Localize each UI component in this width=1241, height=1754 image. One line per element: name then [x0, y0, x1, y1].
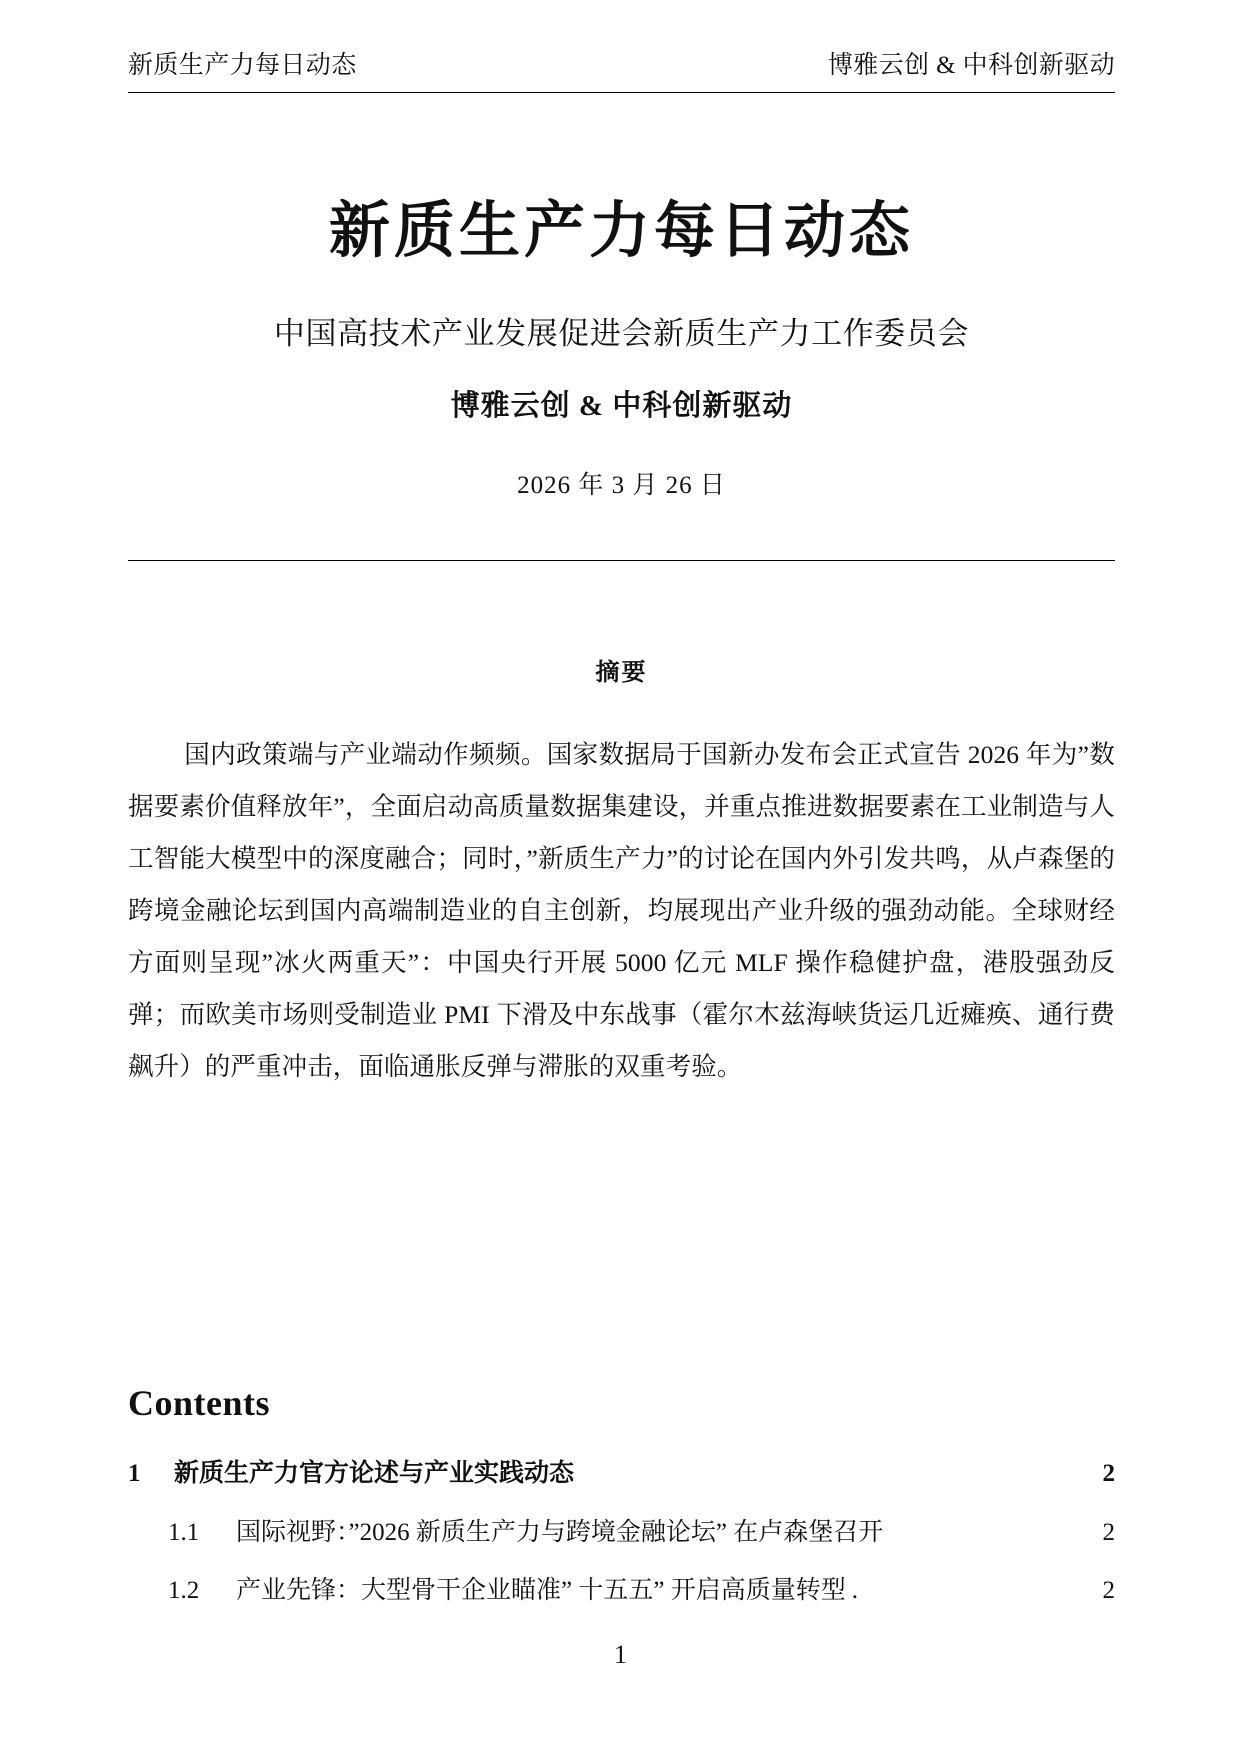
publication-date: 2026 年 3 月 26 日	[517, 471, 726, 499]
running-header-left: 新质生产力每日动态	[128, 52, 357, 79]
subtitle-line: 博雅云创 & 中科创新驱动	[450, 390, 793, 423]
abstract-text: 国内政策端与产业端动作频频。国家数据局于国新办发布会正式宣告 2026 年为”数据要素价值释放年”，全面启动高质量数据集建设，并重点推进数据要素在工业制造与人工智能大模型中的深度融合；同时，”新质生产力”的讨论在国内外引发共鸣，从卢森堡的跨境金融论坛到国内高端制造业的自主创新，均展现出产业升级的强劲动能。全球财经方面则呈现”冰火两重天”：中国央行开展 5000 亿元 MLF 操作稳健护盘，港股强劲反弹；而欧美市场则受制造业 PMI 下滑及中东战事（霍尔木兹海峡货运几近瘫痪、通行费飙升）的严重冲击，面临通胀反弹与滞胀的双重考验。	[128, 740, 1115, 1081]
toc-entry-1-1[interactable]	[128, 1517, 1115, 1550]
folio-page-number: 1	[614, 1640, 627, 1669]
running-header-right: 博雅云创 & 中科创新驱动	[827, 52, 1115, 79]
toc-title: 新质生产力官方论述与产业实践动态	[174, 1460, 575, 1487]
toc-page-number: 2	[1102, 1518, 1115, 1546]
toc-list	[128, 1458, 1115, 1608]
page-title: 新质生产力每日动态	[328, 198, 914, 265]
abstract-body	[128, 729, 1115, 1093]
toc-entry-1[interactable]	[128, 1458, 1115, 1491]
abstract-heading: 摘要	[595, 660, 648, 686]
title-divider-rule	[128, 560, 1115, 561]
toc-leader: .	[851, 1577, 858, 1604]
toc-title: 产业先锋：大型骨干企业瞄准” 十五五” 开启高质量转型	[236, 1577, 846, 1604]
running-header	[128, 50, 1115, 81]
toc-number: 1.2	[168, 1577, 200, 1604]
organization-line: 中国高技术产业发展促进会新质生产力工作委员会	[273, 315, 970, 351]
toc-number: 1	[128, 1460, 141, 1487]
abstract-section	[128, 652, 1115, 1093]
toc-entry-1-2[interactable]	[128, 1575, 1115, 1608]
header-divider-rule	[128, 92, 1115, 93]
table-of-contents	[128, 1382, 1115, 1634]
toc-page-number: 2	[1102, 1460, 1115, 1487]
toc-title: 国际视野：”2026 新质生产力与跨境金融论坛” 在卢森堡召开	[236, 1518, 884, 1546]
title-block	[128, 196, 1115, 502]
toc-page-number: 2	[1102, 1577, 1115, 1604]
contents-heading: Contents	[128, 1383, 271, 1423]
toc-number: 1.1	[168, 1518, 200, 1546]
